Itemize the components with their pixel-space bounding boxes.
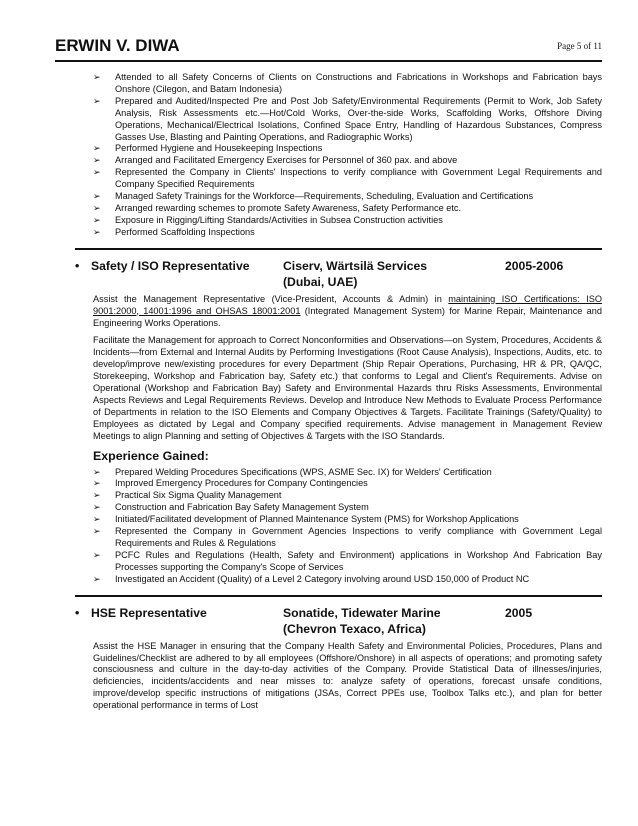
job-description: Assist the HSE Manager in ensuring that the Company Health Safety and Environmental Policies, Procedures, Plans and Guidelines/Checklist are adhered to by all employees (Offshore/Onshore) in all aspects of operations; and promoting safety consciousness and culture in the day-to-day activities of the Company. Provide Statistical Data of illnesses/injuries, deficiencies, incidents/accidents and near misses to: analyze safety of operations, forecast unsafe conditions, improve/develop specific instructions of mitigations (JSAs, Correct PPEs use, Toolbox Talks etc.), and plan for better operational performance in terms of Lost <box>93 640 602 711</box>
job-description: Facilitate the Management for approach to Correct Nonconformities and Observations—on System, Procedures, Accidents & Incidents—from External and Internal Audits by Performing Investigations (Root Cause Analysis), Inspections, Audits, etc. to develop/improve new/existing procedures for every Department (Ship Repair Operations, Purchasing, HR & PR, QA/QC, Storekeeping, Workshop and Fabrication bay, Safety etc.) that conforms to Legal and Client's Requirements. Advise on Operational (Workshop and Fabrication Bay) Safety and Environmental Hazards thru Risks Assessments, Environmental Aspects Reviews and Legal Requirements Reviews. Develop and Introduce New Methods to Evaluate Process Performance of Departments in relation to the ISO Elements and Company Objectives & Targets. Facilitate Trainings (Safety/Quality) to Employees as dictated by Legal and Company specified requirements. Advise management in Management Review Meetings to align Planning and setting of Objectives & Targets with the ISO Standards. <box>93 335 602 441</box>
arrow-bullet-icon: ➢ <box>93 226 101 237</box>
arrow-bullet-icon: ➢ <box>93 95 101 106</box>
list-item: ➢ Improved Emergency Procedures for Company Contingencies <box>93 478 368 489</box>
list-item: ➢ Arranged rewarding schemes to promote Safety Awareness, Safety Performance etc. <box>93 202 462 213</box>
section-divider <box>75 595 602 597</box>
list-item: ➢ Exposure in Rigging/Lifting Standards/Activities in Subsea Construction activities <box>93 214 443 225</box>
page-header <box>55 34 602 62</box>
arrow-bullet-icon: ➢ <box>93 466 101 477</box>
arrow-bullet-icon: ➢ <box>93 191 101 202</box>
candidate-name: ERWIN V. DIWA <box>55 36 180 55</box>
job-years: 2005 <box>505 605 533 620</box>
arrow-bullet-icon: ➢ <box>93 549 101 560</box>
section-divider <box>75 248 602 250</box>
iso-certifications-text: maintaining ISO Certifications: ISO 9001:2000, 14001:1996 and OHSAS 18001:2001 <box>93 293 602 316</box>
list-item: ➢ Investigated an Accident (Quality) of a Level 2 Category involving around USD 150,000 of Product NC <box>93 573 530 584</box>
list-item: ➢ Practical Six Sigma Quality Management <box>93 490 282 501</box>
list-item: ➢ Construction and Fabrication Bay Safety Management System <box>93 502 369 513</box>
company-name: Sonatide, Tidewater Marine (Chevron Texaco, Africa) <box>283 605 441 636</box>
experience-heading: Experience Gained: <box>93 448 209 463</box>
list-item: ➢ Represented the Company in Government Agencies Inspections to verify compliance with Government Legal Requirements and Rules & Regulations <box>93 526 602 548</box>
list-item: ➢ Attended to all Safety Concerns of Clients on Constructions and Fabrications in Workshops and Fabrication bays Onshore (Cilegon, and Batam Indonesia) <box>93 72 602 94</box>
list-item: ➢ Initiated/Facilitated development of Planned Maintenance System (PMS) for Workshop Applications <box>93 514 519 525</box>
list-item: ➢ PCFC Rules and Regulations (Health, Safety and Environment) applications in Workshop And Fabrication Bay Processes supporting the Company's Scope of Services <box>93 549 602 572</box>
arrow-bullet-icon: ➢ <box>93 72 101 82</box>
resume-content <box>55 72 602 718</box>
job-years: 2005-2006 <box>505 258 564 273</box>
arrow-bullet-icon: ➢ <box>93 143 101 154</box>
list-item: ➢ Arranged and Facilitated Emergency Exercises for Personnel of 360 pax. and above <box>93 155 458 166</box>
arrow-bullet-icon: ➢ <box>93 478 101 489</box>
job-title: HSE Representative <box>91 605 207 620</box>
list-item: ➢ Prepared Welding Procedures Specifications (WPS, ASME Sec. IX) for Welders' Certification <box>93 466 492 477</box>
job-title: Safety / ISO Representative <box>91 258 250 273</box>
arrow-bullet-icon: ➢ <box>93 573 101 584</box>
arrow-bullet-icon: ➢ <box>93 514 101 525</box>
job-heading-hse <box>55 605 602 639</box>
arrow-bullet-icon: ➢ <box>93 214 101 225</box>
list-item: ➢ Managed Safety Trainings for the Workforce—Requirements, Scheduling, Evaluation and Certifications <box>93 191 534 202</box>
arrow-bullet-icon: ➢ <box>93 526 101 537</box>
job-heading-safety-iso <box>55 258 602 292</box>
arrow-bullet-icon: ➢ <box>93 167 101 178</box>
duties-list <box>55 72 602 239</box>
page-number: Page 5 of 11 <box>557 41 602 51</box>
bullet-dot-icon: • <box>75 605 80 620</box>
job-description: Assist the Management Representative (Vice-President, Accounts & Admin) in maintaining ISO Certifications: ISO 9001:2000, 14001:1996 and OHSAS 18001:2001 (Integrated Management System) for Marine Repair, Maintenance and Engineering Works Operations. <box>93 293 602 328</box>
list-item: ➢ Performed Hygiene and Housekeeping Inspections <box>93 143 323 154</box>
arrow-bullet-icon: ➢ <box>93 502 101 513</box>
bullet-dot-icon: • <box>75 258 80 273</box>
list-item: ➢ Prepared and Audited/Inspected Pre and Post Job Safety/Environmental Requirements (Permit to Work, Job Safety Analysis, Risk Assessments etc.—Hot/Cold Works, Over-the-side Works, Scaffolding Works, Offshore Diving Operations, Mechanical/Electrical Isolations, Confined Space Entry, Handling of Hazardous Substances, Compress Gasses Use, Blasting and Painting Operations, and Radiographic Works) <box>93 95 602 142</box>
list-item: ➢ Performed Scaffolding Inspections <box>93 226 255 237</box>
list-item: ➢ Represented the Company in Clients' Inspections to verify compliance with Government Legal Requirements and Company Specified Requirements <box>93 167 602 190</box>
company-name: Ciserv, Wärtsilä Services (Dubai, UAE) <box>283 258 428 289</box>
arrow-bullet-icon: ➢ <box>93 155 101 166</box>
experience-list <box>55 467 602 586</box>
arrow-bullet-icon: ➢ <box>93 202 101 213</box>
arrow-bullet-icon: ➢ <box>93 490 101 501</box>
